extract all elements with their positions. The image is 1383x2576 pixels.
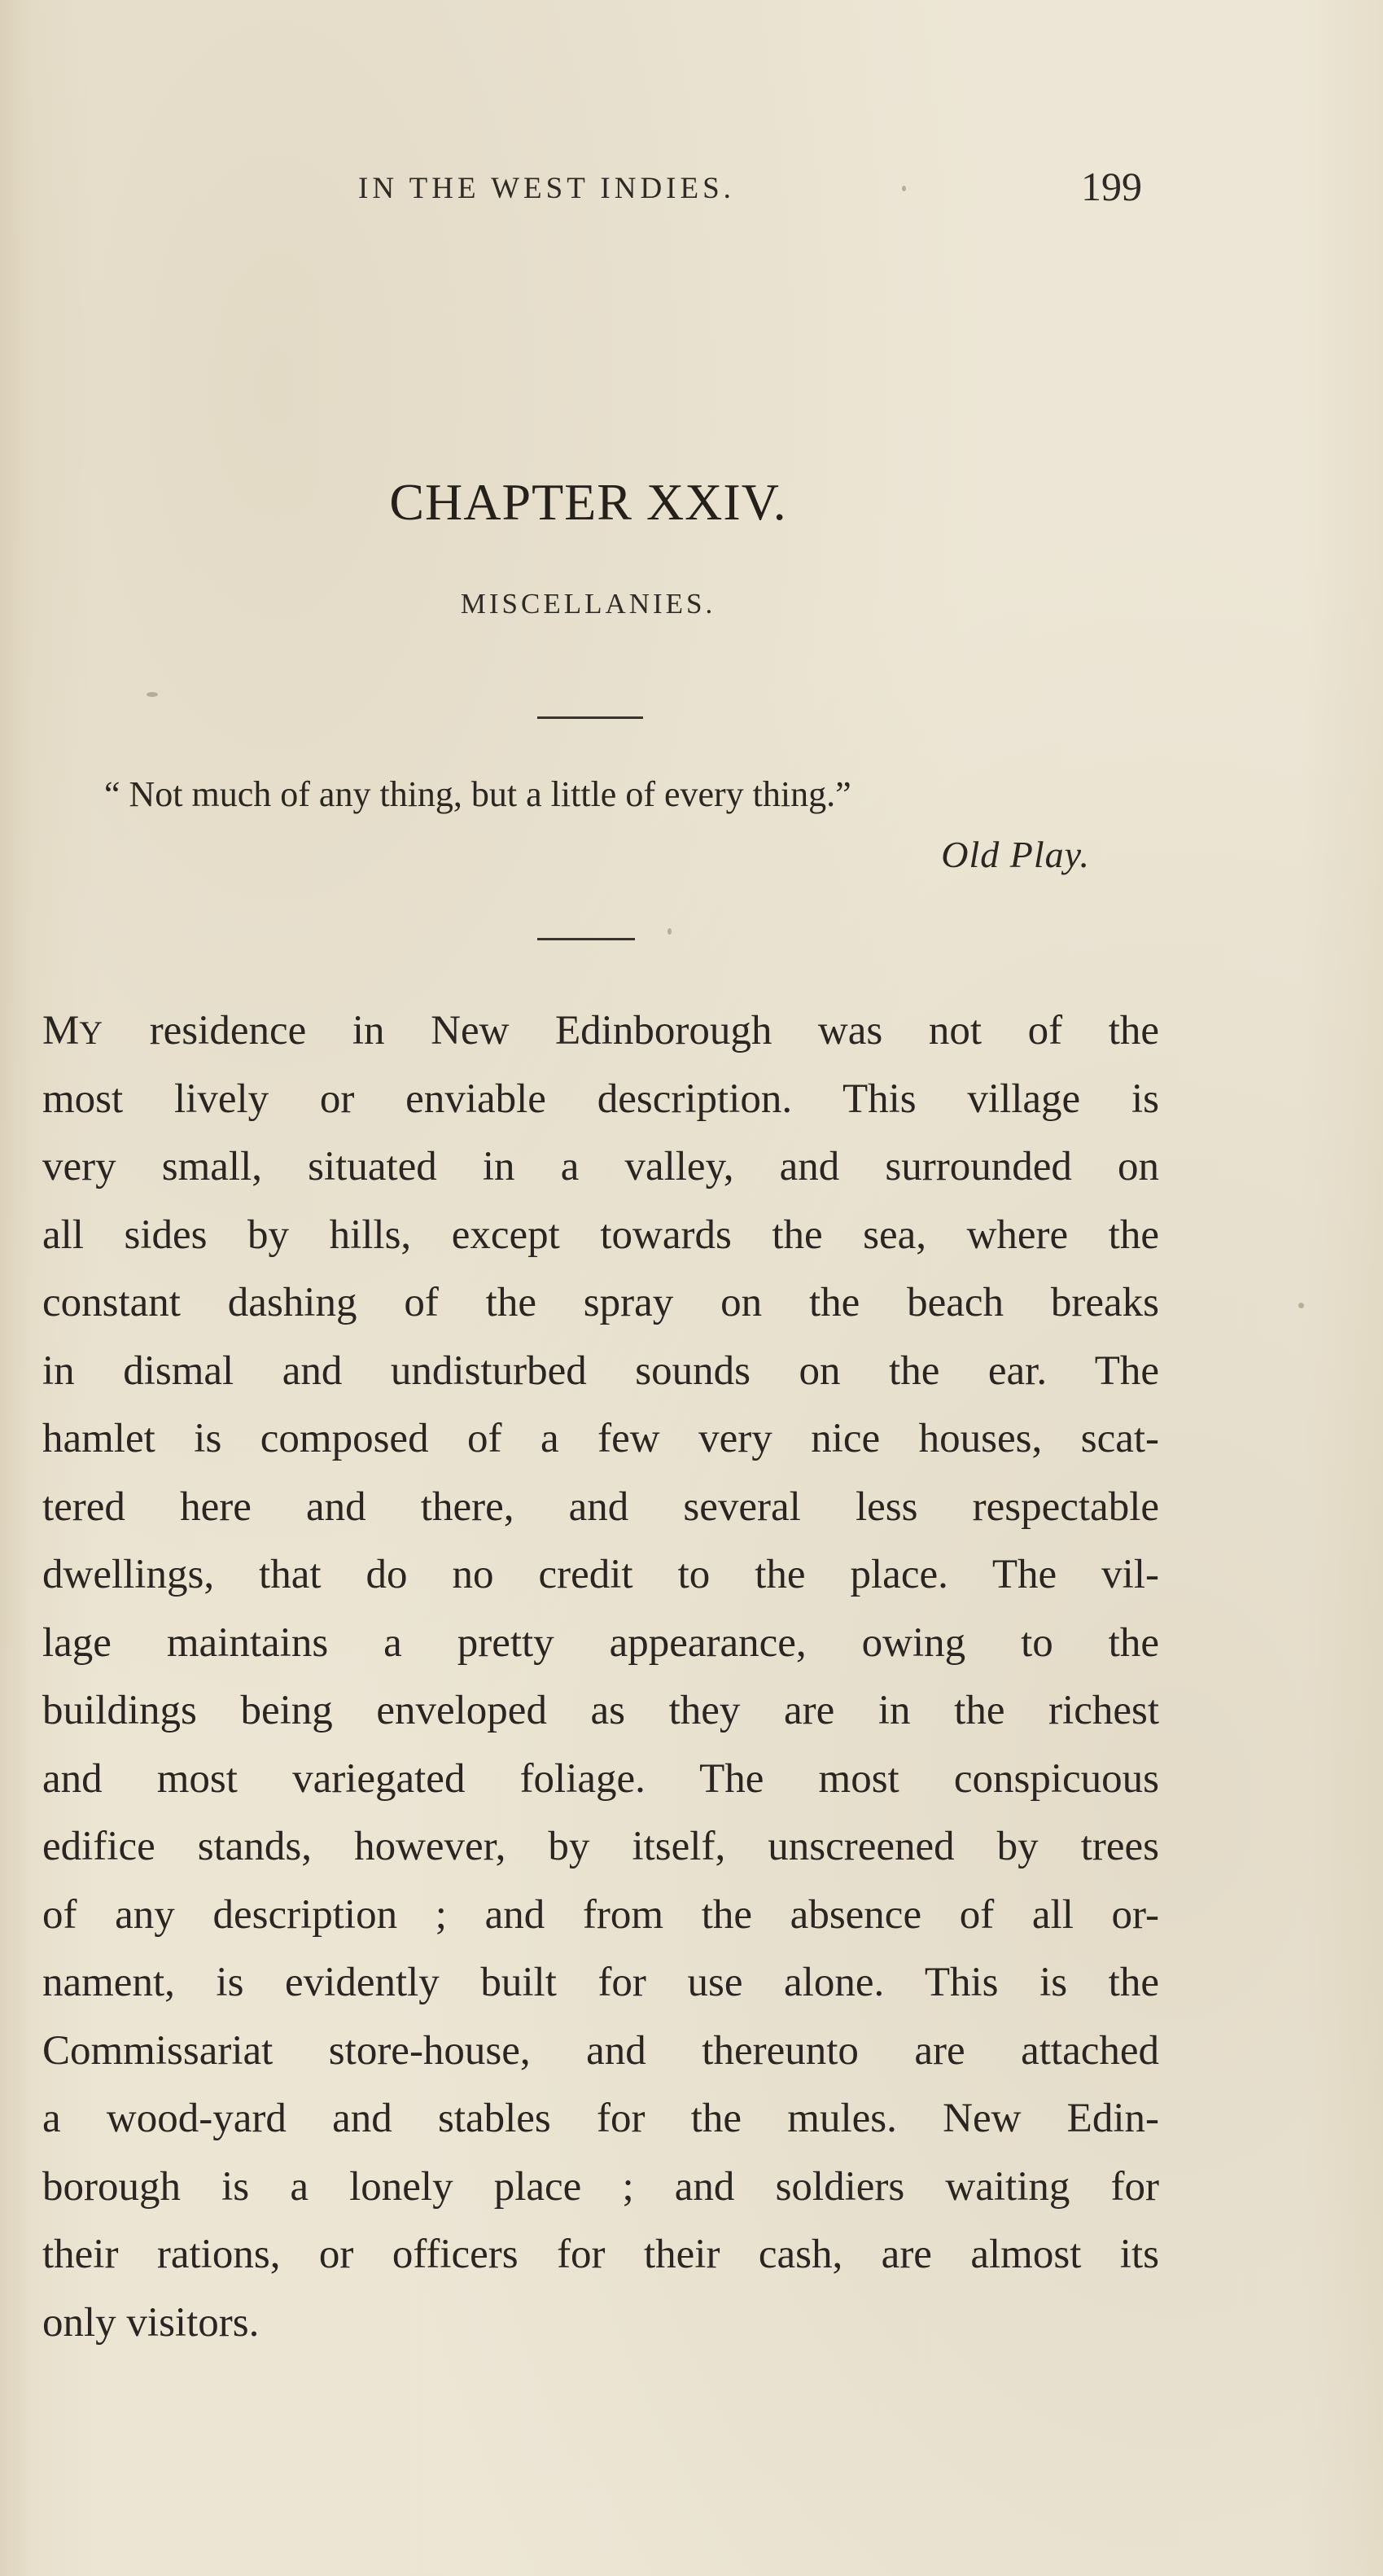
body-line-12: and most variegated foliage. The most conspicuous <box>42 1755 1159 1802</box>
body-line-15: nament, is evidently built for use alone. This is the <box>42 1960 1159 2005</box>
body-line-2: most lively or enviable description. This village is <box>42 1076 1159 1122</box>
body-line-18: borough is a lonely place ; and soldiers waiting for <box>42 2163 1159 2210</box>
body-line-5: constant dashing of the spray on the beach breaks <box>42 1280 1159 1325</box>
body-line-9: dwellings, that do no credit to the place. The vil- <box>42 1552 1159 1597</box>
chapter-title: CHAPTER XXIV. <box>389 473 787 531</box>
running-head: IN THE WEST INDIES. <box>358 172 735 205</box>
body-line-11: buildings being enveloped as they are in the richest <box>42 1688 1159 1733</box>
small-cap-letter: Y <box>79 1015 104 1051</box>
body-line-text: residence in New Edinborough was not of the <box>149 1008 1160 1054</box>
divider-rule-top <box>537 716 643 719</box>
body-line-16: Commissariat store-house, and thereunto are attached <box>42 2027 1159 2074</box>
paper-speck <box>147 692 158 697</box>
divider-rule-bottom <box>537 938 635 940</box>
epigraph-quote: “ Not much of any thing, but a little of every thing.” <box>104 774 851 814</box>
paper-speck <box>902 186 906 191</box>
body-line-19: their rations, or officers for their cash, are almost its <box>42 2232 1159 2277</box>
chapter-subtitle: MISCELLANIES. <box>460 588 716 620</box>
paper-speck <box>1298 1303 1304 1308</box>
paper-speck <box>667 928 672 935</box>
body-line-3: very small, situated in a valley, and surrounded on <box>42 1144 1159 1189</box>
body-line-1 <box>42 997 1159 1066</box>
body-line-7: hamlet is composed of a few very nice houses, scat- <box>42 1416 1159 1461</box>
page-number: 199 <box>1081 164 1142 209</box>
first-letter: M <box>42 1008 80 1054</box>
body-line-10: lage maintains a pretty appearance, owing to the <box>42 1619 1159 1666</box>
epigraph-source: Old Play. <box>941 834 1090 875</box>
body-line-17: a wood-yard and stables for the mules. New Edin- <box>42 2096 1159 2141</box>
body-line-8: tered here and there, and several less respectable <box>42 1483 1159 1530</box>
body-line-4: all sides by hills, except towards the sea, where the <box>42 1211 1159 1258</box>
body-line-6: in dismal and undisturbed sounds on the ear. The <box>42 1347 1159 1394</box>
body-line-20: only visitors. <box>42 2299 260 2346</box>
body-line-13: edifice stands, however, by itself, unscreened by trees <box>42 1824 1159 1869</box>
body-paragraph <box>42 997 1159 2357</box>
body-line-14: of any description ; and from the absence of all or- <box>42 1891 1159 1938</box>
